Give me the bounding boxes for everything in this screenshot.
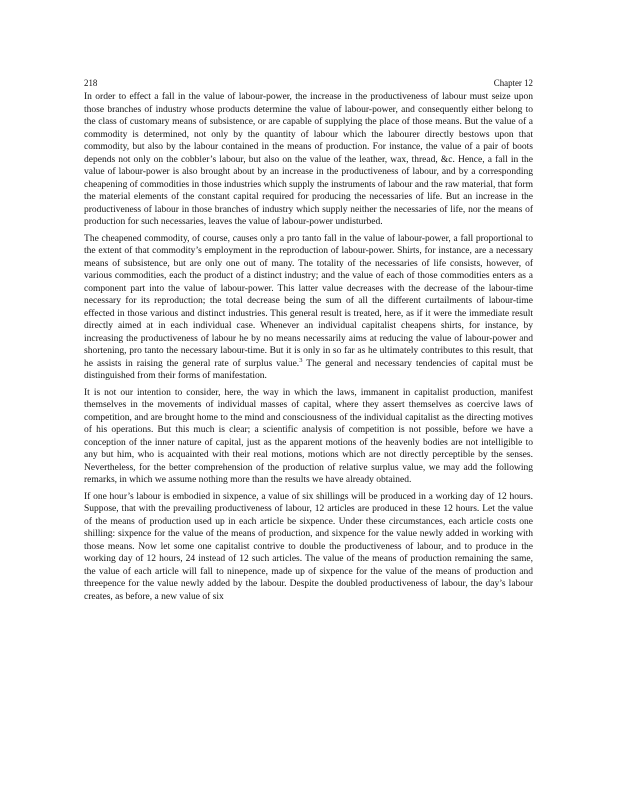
chapter-label: Chapter 12 <box>493 78 533 88</box>
paragraph-4: If one hour’s labour is embodied in sixpence, a value of six shillings will be produced in a working day of 12 hours. Suppose, that with the prevailing productiveness of labour, 12 articles are produced in these 12 hours. Let the value of the means of production used up in each article be sixpence. Under these circumstances, each article costs one shilling: sixpence for the value of the means of production, and sixpence for the value newly added in working with those means. Now let some one capitalist contrive to double the productiveness of labour, and to produce in the working day of 12 hours, 24 instead of 12 such articles. The value of the means of production remaining the same, the value of each article will fall to ninepence, made up of sixpence for the value of the means of production and threepence for the value newly added by the labour. Despite the doubled productiveness of labour, the day’s labour creates, as before, a new value of six <box>84 491 533 602</box>
footnote-marker: 3 <box>299 356 303 364</box>
paragraph-2-text-cont: The general and necessary tendencies of capital must be distinguished from their forms of manifestation. <box>84 358 533 381</box>
running-head <box>84 77 533 90</box>
paragraph-1: In order to effect a fall in the value of labour-power, the increase in the productiveness of labour must seize upon those branches of industry whose products determine the value of labour-power, and consequently either belong to the class of customary means of subsistence, or are capable of supplying the place of those means. But the value of a commodity is determined, not only by the quantity of labour which the labourer directly bestows upon that commodity, but also by the labour contained in the means of production. For instance, the value of a pair of boots depends not only on the cobbler’s labour, but also on the value of the leather, wax, thread, &c. Hence, a fall in the value of labour-power is also brought about by an increase in the productiveness of labour, and by a corresponding cheapening of commodities in those industries which supply the instruments of labour and the raw material, that form the material elements of the constant capital required for producing the necessaries of life. But an increase in the productiveness of labour in those branches of industry which supply neither the necessaries of life, nor the means of production for such necessaries, leaves the value of labour-power undisturbed. <box>84 92 533 227</box>
paragraph-2 <box>84 233 533 383</box>
paragraph-2-text: The cheapened commodity, of course, causes only a pro tanto fall in the value of labour-power, a fall proportional to the extent of that commodity’s employment in the reproduction of labour-power. Shirts, for instance, are a necessary means of subsistence, but are only one out of many. The totality of the necessaries of life consists, however, of various commodities, each the product of a distinct industry; and the value of each of those commodities enters as a component part into the value of labour-power. This latter value decreases with the decrease of the labour-time necessary for its reproduction; the total decrease being the sum of all the different curtailments of labour-time effected in those various and distinct industries. This general result is treated, here, as if it were the immediate result directly aimed at in each individual case. Whenever an individual capitalist cheapens shirts, for instance, by increasing the productiveness of labour he by no means necessarily aims at reducing the value of labour-power and shortening, pro tanto the necessary labour-time. But it is only in so far as he ultimately contributes to this result, that he assists in raising the general rate of surplus value. <box>84 233 533 369</box>
paragraph-3: It is not our intention to consider, here, the way in which the laws, immanent in capitalist production, manifest themselves in the movements of individual masses of capital, where they assert themselves as coercive laws of competition, and are brought home to the mind and consciousness of the individual capitalist as the directing motives of his operations. But this much is clear; a scientific analysis of competition is not possible, before we have a conception of the inner nature of capital, just as the apparent motions of the heavenly bodies are not intelligible to any but him, who is acquainted with their real motions, motions which are not directly perceptible by the senses. Nevertheless, for the better comprehension of the production of relative surplus value, we may add the following remarks, in which we assume nothing more than the results we have already obtained. <box>84 387 533 485</box>
page-number: 218 <box>84 78 98 88</box>
book-page <box>84 77 533 607</box>
